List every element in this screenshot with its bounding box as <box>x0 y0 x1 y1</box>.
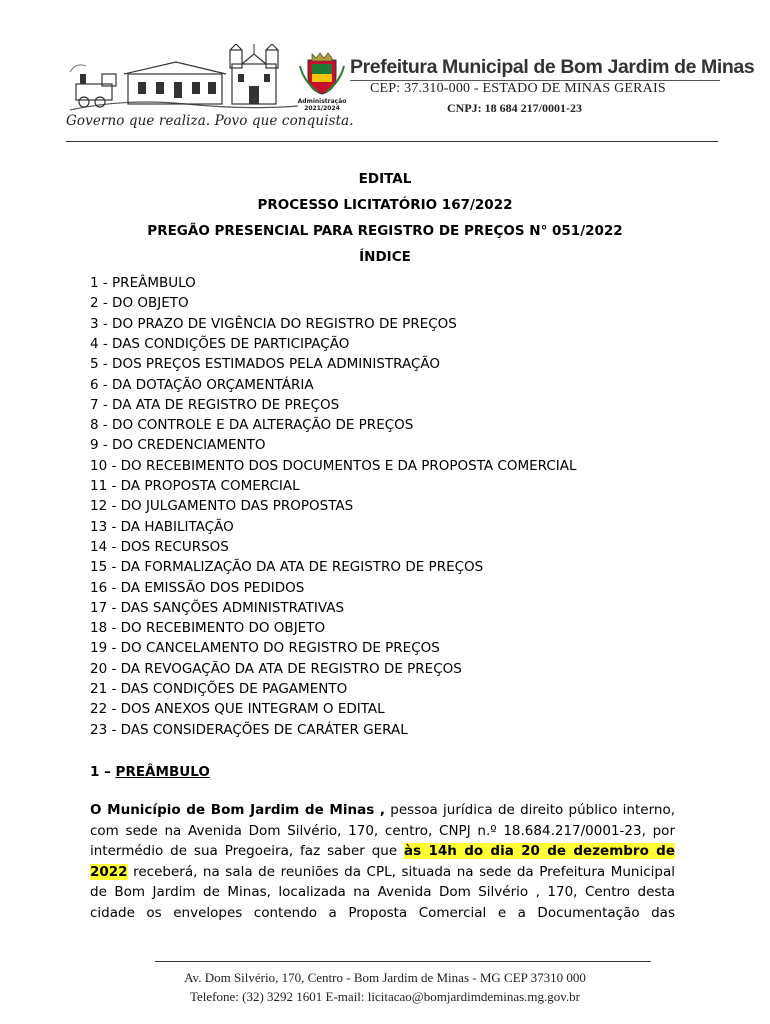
crest-caption-line2: 2021/2024 <box>304 105 340 112</box>
paragraph-line <box>90 800 675 821</box>
header-cep: CEP: 37.310-000 - ESTADO DE MINAS GERAIS <box>370 81 666 96</box>
paragraph-text: receberá, na sala de reuniões da CPL, situada na sede da Prefeitura Municipal <box>127 863 675 880</box>
section-title: PREÂMBULO <box>115 764 210 780</box>
index-item: 20 - DA REVOGAÇÃO DA ATA DE REGISTRO DE PREÇOS <box>90 660 462 677</box>
preamble-paragraph <box>90 800 675 923</box>
paragraph-text: intermédio de sua Pregoeira, faz saber que <box>90 843 405 859</box>
footer-contact: Telefone: (32) 3292 1601 E-mail: licitacao@bomjardimdeminas.mg.gov.br <box>189 989 580 1004</box>
crest-caption <box>296 98 348 112</box>
doc-heading-edital: EDITAL <box>358 171 412 187</box>
doc-heading-processo: PROCESSO LICITATÓRIO 167/2022 <box>257 197 513 213</box>
index-item: 19 - DO CANCELAMENTO DO REGISTRO DE PREÇOS <box>90 640 440 657</box>
section-heading-preambulo <box>90 762 210 782</box>
paragraph-line <box>90 862 675 883</box>
crest-caption-line1: Administração <box>297 98 347 105</box>
index-item: 11 - DA PROPOSTA COMERCIAL <box>90 478 300 494</box>
paragraph-line: com sede na Avenida Dom Silvério, 170, centro, CNPJ n.º 18.684.217/0001-23, por <box>90 822 675 839</box>
index-item: 6 - DA DOTAÇÃO ORÇAMENTÁRIA <box>90 376 314 393</box>
index-item: 1 - PREÂMBULO <box>90 275 196 291</box>
index-item: 23 - DAS CONSIDERAÇÕES DE CARÁTER GERAL <box>90 721 408 738</box>
slogan: Governo que realiza. Povo que conquista. <box>66 113 354 129</box>
index-item: 10 - DO RECEBIMENTO DOS DOCUMENTOS E DA PROPOSTA COMERCIAL <box>90 457 577 474</box>
highlighted-date: às 14h do dia 20 de dezembro de <box>404 843 675 859</box>
index-item: 7 - DA ATA DE REGISTRO DE PREÇOS <box>90 396 340 413</box>
index-item: 8 - DO CONTROLE E DA ALTERAÇÃO DE PREÇOS <box>90 417 414 434</box>
index-item: 13 - DA HABILITAÇÃO <box>90 518 234 535</box>
municipality-title: Prefeitura Municipal de Bom Jardim de Minas <box>350 56 755 78</box>
index-item: 22 - DOS ANEXOS QUE INTEGRAM O EDITAL <box>90 701 385 718</box>
index-item: 5 - DOS PREÇOS ESTIMADOS PELA ADMINISTRAÇÃO <box>90 356 441 373</box>
index-item: 3 - DO PRAZO DE VIGÊNCIA DO REGISTRO DE PREÇOS <box>90 315 457 332</box>
footer-address: Av. Dom Silvério, 170, Centro - Bom Jardim de Minas - MG CEP 37310 000 <box>184 970 586 985</box>
header-cnpj: CNPJ: 18 684 217/0001-23 <box>447 101 582 115</box>
doc-heading-indice: ÍNDICE <box>359 249 411 265</box>
index-item: 14 - DOS RECURSOS <box>90 538 229 555</box>
highlighted-year: 2022 <box>90 863 128 880</box>
paragraph-text: pessoa jurídica de direito público interno, <box>385 802 675 818</box>
municipality-name: O Município de Bom Jardim de Minas , <box>90 802 386 818</box>
index-item: 12 - DO JULGAMENTO DAS PROPOSTAS <box>90 498 354 515</box>
town-illustration-icon <box>66 44 300 116</box>
index-item: 9 - DO CREDENCIAMENTO <box>90 437 266 454</box>
paragraph-line: cidade os envelopes contendo a Proposta Comercial e a Documentação das <box>90 904 675 921</box>
paragraph-line <box>90 841 675 862</box>
doc-heading-pregao: PREGÃO PRESENCIAL PARA REGISTRO DE PREÇOS N° 051/2022 <box>147 223 623 239</box>
footer-divider <box>155 961 651 962</box>
index-item: 17 - DAS SANÇÕES ADMINISTRATIVAS <box>90 599 345 616</box>
section-number: 1 – <box>90 764 116 780</box>
index-item: 16 - DA EMISSÃO DOS PEDIDOS <box>90 579 305 596</box>
index-item: 18 - DO RECEBIMENTO DO OBJETO <box>90 620 326 637</box>
index-item: 4 - DAS CONDIÇÕES DE PARTICIPAÇÃO <box>90 335 350 352</box>
paragraph-line: de Bom Jardim de Minas, localizada na Avenida Dom Silvério , 170, Centro desta <box>90 884 675 900</box>
index-item: 15 - DA FORMALIZAÇÃO DA ATA DE REGISTRO DE PREÇOS <box>90 559 484 576</box>
index-item: 2 - DO OBJETO <box>90 295 189 312</box>
header-divider <box>66 141 718 142</box>
index-item: 21 - DAS CONDIÇÕES DE PAGAMENTO <box>90 681 348 697</box>
